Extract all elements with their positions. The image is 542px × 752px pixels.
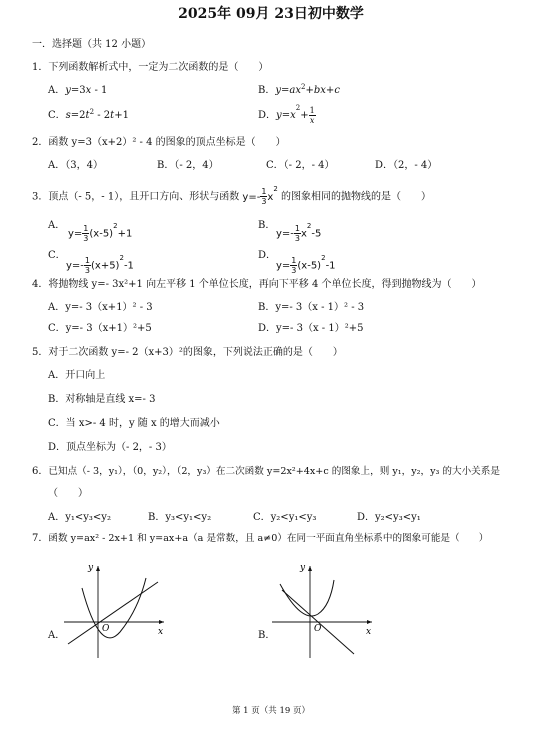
q6-option-a: A．y₁<y₃<y₂ (48, 512, 111, 523)
q1-option-b: B．$y=ax^2+bx+c$ (258, 83, 340, 96)
parabola (280, 580, 334, 616)
q3-option-d-formula: y= $\frac{1}{3}$ $(x-5)^2-1$ (276, 254, 336, 275)
question-number: 3． (32, 191, 49, 203)
origin-label: O (314, 624, 322, 634)
page-footer: 第 1 页（共 19 页） (231, 706, 311, 716)
q2-option-b: B．（- 2，4） (157, 160, 219, 171)
parabola (82, 578, 146, 638)
q3-option-b (258, 220, 275, 232)
option-label: D． (258, 250, 277, 261)
q3-option-a-formula: y= $\frac{1}{3}$ $(x-5)^2+1$ (68, 222, 133, 243)
q6-option-b: B．y₃<y₁<y₂ (148, 512, 212, 523)
y-arrow (96, 566, 100, 571)
x-axis-label: x (366, 627, 372, 637)
question-number: 4． (32, 279, 49, 290)
question-5 (32, 347, 343, 359)
question-stem: 下列函数解析式中，一定为二次函数的是（ ） (48, 62, 269, 73)
q6-option-c: C．y₂<y₁<y₃ (253, 512, 317, 523)
question-3 (32, 187, 431, 206)
question-number: 1． (32, 62, 49, 73)
question-2 (32, 137, 286, 149)
q1-option-a: A．y=3x - 1 (48, 85, 108, 96)
question-stem: 对于二次函数 y=- 2（x+3）²的图象，下列说法正确的是（ ） (48, 347, 343, 358)
formula: y=- $\frac{1}{3}$ $x^2$ (239, 185, 278, 206)
q6-option-d: D．y₂<y₃<y₁ (357, 512, 421, 523)
q5-option-b: B．对称轴是直线 x=- 3 (48, 394, 156, 405)
question-1 (32, 62, 268, 74)
q3-option-c-formula: y=- $\frac{1}{3}$ $(x+5)^2-1$ (66, 254, 134, 275)
q4-option-b: B．y=- 3（x - 1）² - 3 (258, 302, 365, 313)
question-6-bracket: （ ） (48, 488, 88, 499)
q3-option-b-formula: y=- $\frac{1}{3}$ $x^2-5$ (276, 222, 322, 243)
question-number: 5． (32, 347, 49, 358)
question-stem: 已知点（- 3，y₁），（0，y₂），（2，y₃）在二次函数 y=2x²+4x+c 的图象上，则 y₁，y₂，y₃ 的大小关系是 (48, 466, 500, 477)
q2-option-d: D．（2，- 4） (375, 160, 438, 171)
line (68, 582, 158, 644)
q4-option-a: A．y=- 3（x+1）² - 3 (48, 302, 153, 313)
q2-option-a: A．（3，4） (48, 160, 103, 171)
q4-option-c: C．y=- 3（x+1）²+5 (48, 323, 152, 334)
question-7 (32, 533, 488, 545)
y-axis-label: y (300, 563, 306, 573)
question-stem: 函数 y=3（x+2）² - 4 的图象的顶点坐标是（ ） (48, 137, 286, 148)
question-stem: 函数 y=ax² - 2x+1 和 y=ax+a（a 是常数，且 a≠0）在同一平面直角坐标系中的图象可能是（ ） (48, 533, 489, 544)
question-6 (32, 466, 500, 478)
q3-option-c (48, 250, 66, 262)
question-number: 7． (32, 533, 49, 544)
x-arrow (367, 620, 372, 624)
question-stem: 将抛物线 y=- 3x²+1 向左平移 1 个单位长度，再向下平移 4 个单位长度，得到抛物线为（ ） (48, 279, 482, 290)
q5-option-a: A．开口向上 (48, 370, 106, 381)
q4-option-d: D．y=- 3（x - 1）²+5 (258, 323, 364, 334)
option-label: B． (258, 220, 276, 231)
q7-graph-a (60, 560, 172, 660)
page-title: 2025年 09月 23日初中数学 (178, 6, 364, 22)
question-stem: 顶点（- 5，- 1），且开口方向、形状与函数 (48, 191, 240, 203)
q3-option-a (48, 220, 65, 232)
q5-option-c: C．当 x>- 4 时，y 随 x 的增大而减小 (48, 418, 220, 429)
origin-label: O (102, 624, 110, 634)
q7-option-b: B． (258, 630, 276, 641)
q1-option-d: D．$y=x^2+$ $\frac{1}{x}$ (258, 104, 315, 125)
y-arrow (308, 566, 312, 571)
x-axis-label: x (158, 627, 164, 637)
question-number: 6． (32, 466, 49, 477)
section-heading: 一．选择题（共 12 小题） (32, 39, 152, 50)
q7-graph-b (268, 560, 380, 660)
question-4 (32, 279, 482, 291)
q7-option-a: A． (48, 630, 66, 641)
y-axis-label: y (88, 563, 94, 573)
q3-option-d (258, 250, 276, 262)
q5-option-d: D．顶点坐标为（- 2，- 3） (48, 442, 172, 453)
question-number: 2． (32, 137, 49, 148)
option-label: C． (48, 250, 66, 261)
x-arrow (159, 620, 164, 624)
question-stem-end: 的图象相同的抛物线的是（ ） (280, 191, 431, 203)
q1-option-c: C．$s=2t^2 - 2t+1$ (48, 108, 129, 121)
q2-option-c: C．（- 2，- 4） (266, 160, 335, 171)
option-label: A． (48, 220, 66, 231)
